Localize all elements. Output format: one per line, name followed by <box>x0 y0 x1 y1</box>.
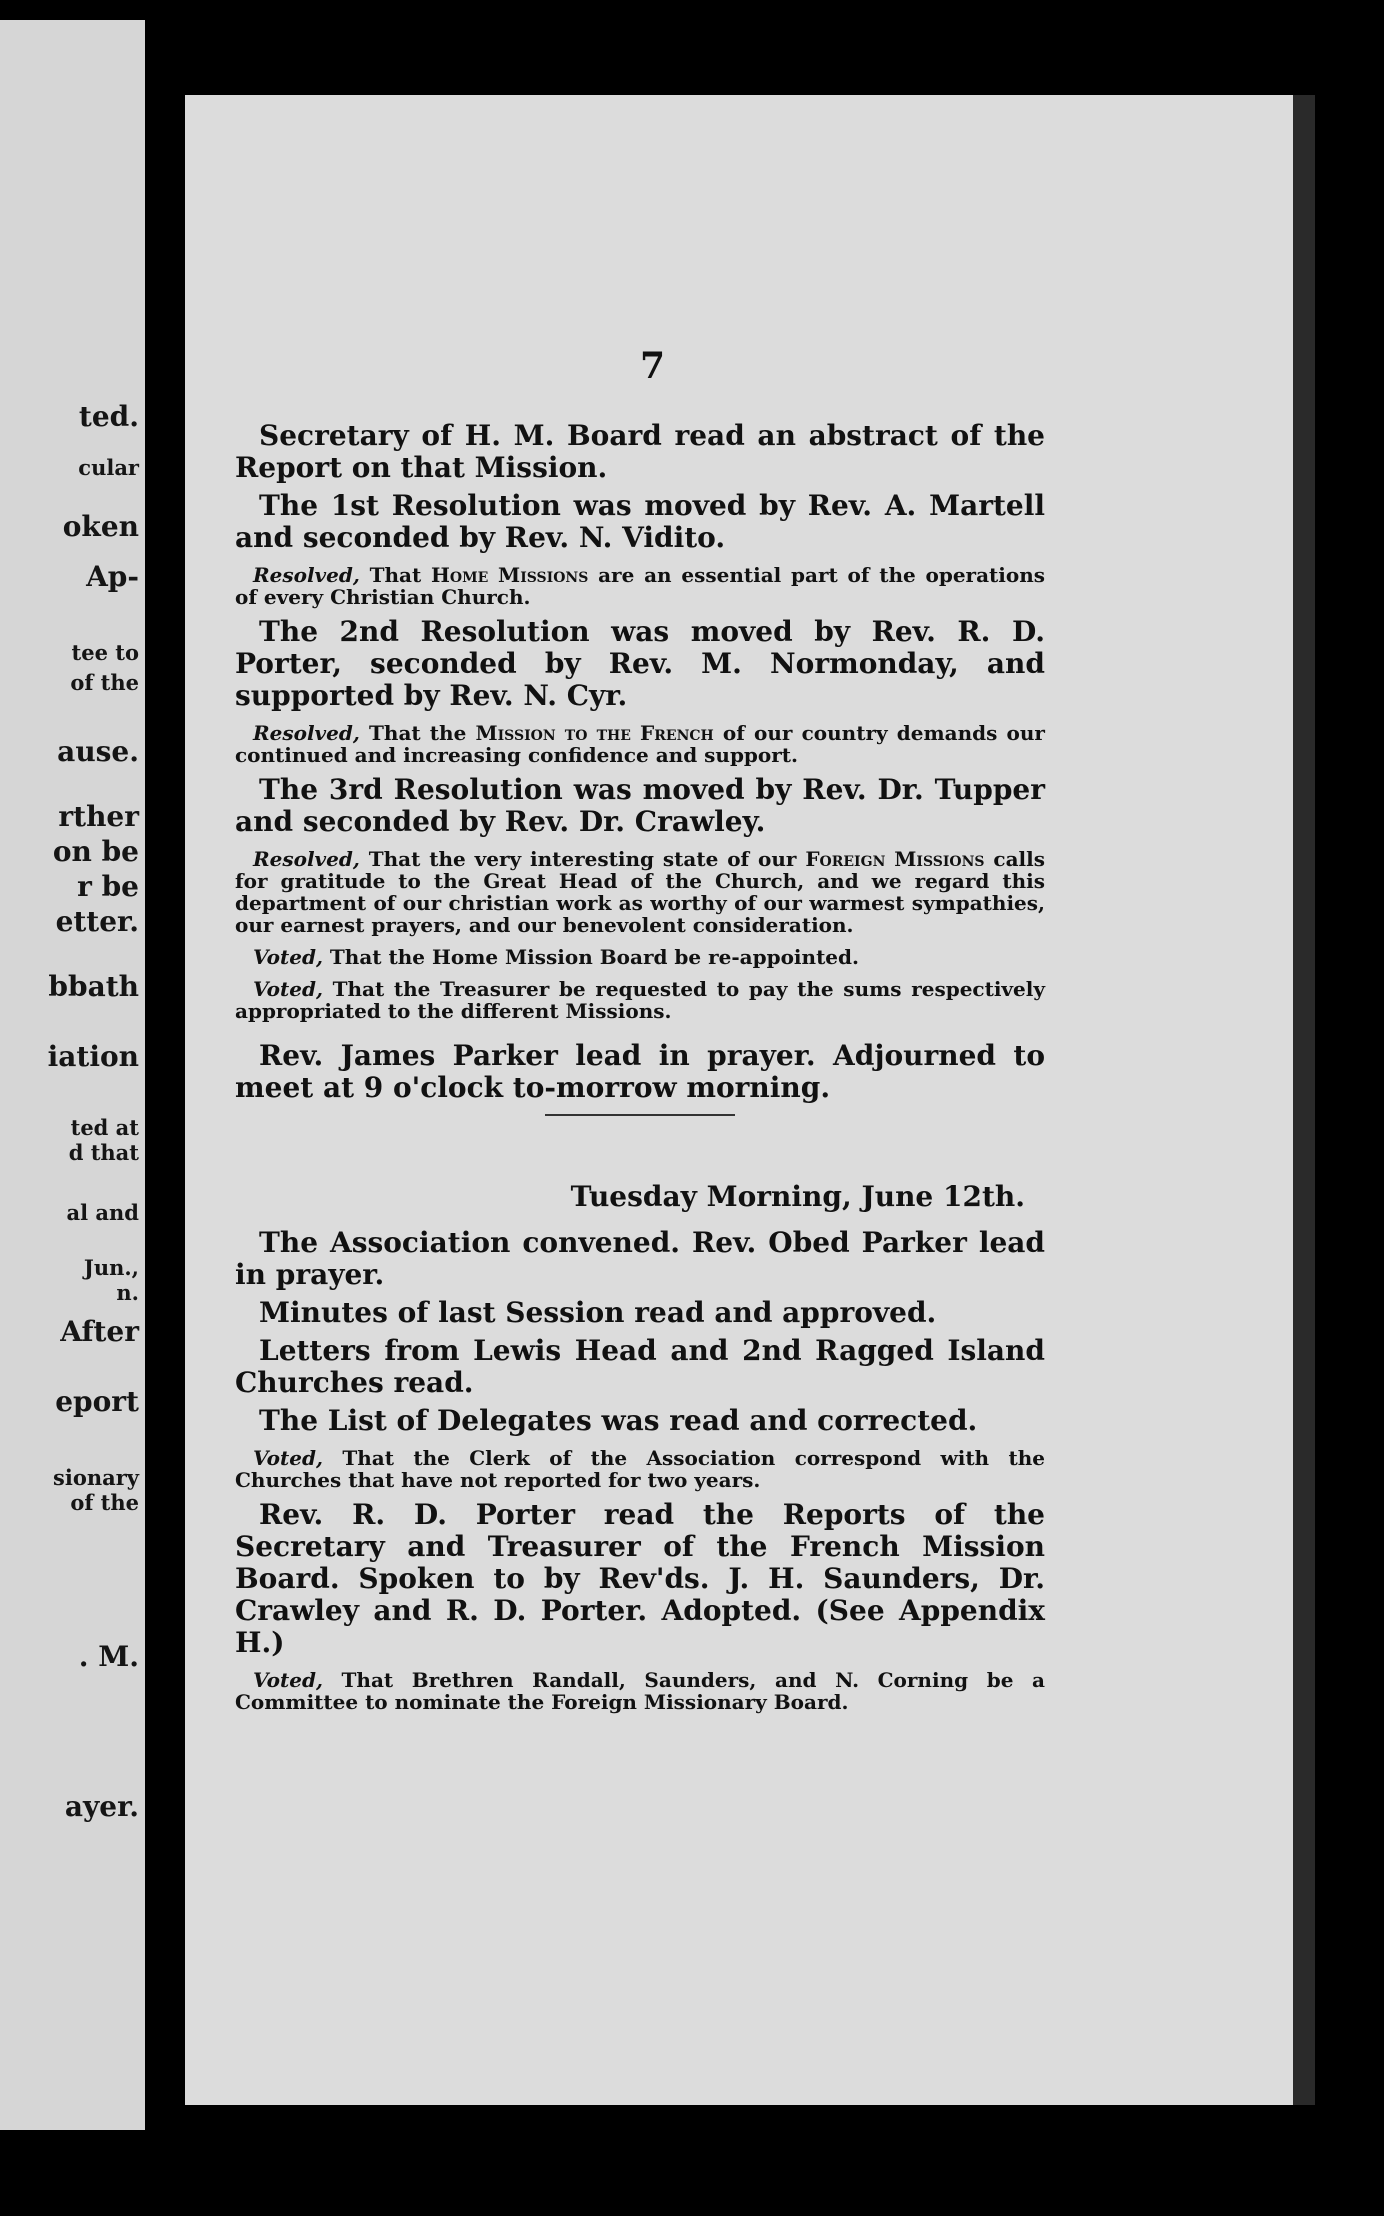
adjacent-page-text-fragment: ause. <box>57 735 139 768</box>
resolution-text: That the very interesting state of our <box>368 847 797 871</box>
voted-label: Voted, <box>253 1668 323 1692</box>
adjacent-page-text-fragment: n. <box>116 1280 139 1305</box>
adjacent-page-text-fragment: on be <box>52 835 139 868</box>
book-gutter <box>145 0 185 2216</box>
vote-text: That the Home Mission Board be re-appointed. <box>329 945 859 969</box>
paragraph-french-mission-report: Rev. R. D. Porter read the Reports of the Secretary and Treasurer of the French Mission Board. Spoken to by Rev'ds. J. H. Saunders, Dr. Crawley and R. D. Porter. Adopted. (See Appendix H.) <box>235 1498 1045 1659</box>
page-body <box>235 420 1045 1721</box>
adjacent-page-text-fragment: oken <box>62 510 139 543</box>
resolved-label: Resolved, <box>253 563 360 587</box>
vote-clerk <box>235 1447 1045 1491</box>
vote-text: That Brethren Randall, Saunders, and N. Corning be a Committee to nominate the Foreign Missionary Board. <box>235 1668 1045 1714</box>
resolution-text: That <box>369 563 422 587</box>
adjacent-page-text-fragment: ted at <box>70 1115 139 1140</box>
resolution-subject: Mission to the French <box>475 721 714 745</box>
resolution-foreign-missions <box>235 848 1045 936</box>
paragraph-convened: The Association convened. Rev. Obed Parker lead in prayer. <box>235 1226 1045 1291</box>
adjacent-page-text-fragment: r be <box>77 870 139 903</box>
adjacent-page-text-fragment: Ap- <box>86 560 139 593</box>
adjacent-page-text-fragment: sionary <box>53 1465 139 1490</box>
resolution-text: calls for gratitude to the Great Head of the Church, and we regard this department of our christian work as worthy of our warmest sympathies, our earnest prayers, and our benevolent consideration. <box>235 847 1045 937</box>
resolution-french-mission <box>235 722 1045 766</box>
adjacent-page-text-fragment: ayer. <box>64 1790 139 1823</box>
page-number: 7 <box>640 345 666 387</box>
resolution-subject: Home Missions <box>431 563 589 587</box>
adjacent-page-text-fragment: of the <box>70 1490 139 1515</box>
voted-label: Voted, <box>253 945 323 969</box>
vote-committee <box>235 1669 1045 1713</box>
resolved-label: Resolved, <box>253 847 360 871</box>
adjacent-page-fragment <box>0 20 145 2130</box>
paragraph-delegates: The List of Delegates was read and corrected. <box>259 1404 978 1437</box>
vote-home-mission-board <box>235 946 1045 968</box>
resolution-subject: Foreign Missions <box>805 847 985 871</box>
adjacent-page-text-fragment: eport <box>55 1385 139 1418</box>
adjacent-page-text-fragment: tee to <box>71 640 139 665</box>
vote-treasurer <box>235 978 1045 1022</box>
paragraph-adjournment: Rev. James Parker lead in prayer. Adjourned to meet at 9 o'clock to-morrow morning. <box>235 1039 1045 1104</box>
adjacent-page-text-fragment: ted. <box>78 400 139 433</box>
adjacent-page-text-fragment: etter. <box>55 905 139 938</box>
adjacent-page-text-fragment: of the <box>70 670 139 695</box>
document-page <box>185 95 1315 2105</box>
paragraph-third-resolution: The 3rd Resolution was moved by Rev. Dr. Tupper and seconded by Rev. Dr. Crawley. <box>235 773 1045 838</box>
resolution-text: of our country demands our continued and increasing confidence and support. <box>235 721 1045 767</box>
paragraph-letters: Letters from Lewis Head and 2nd Ragged Island Churches read. <box>235 1334 1045 1399</box>
resolution-home-missions <box>235 564 1045 608</box>
voted-label: Voted, <box>253 1446 323 1470</box>
paragraph-second-resolution: The 2nd Resolution was moved by Rev. R. D. Porter, seconded by Rev. M. Normonday, and supported by Rev. N. Cyr. <box>235 615 1045 712</box>
adjacent-page-text-fragment: iation <box>47 1040 139 1073</box>
adjacent-page-text-fragment: cular <box>78 455 139 480</box>
paragraph-report-abstract: Secretary of H. M. Board read an abstract of the Report on that Mission. <box>235 419 1045 484</box>
vote-text: That the Clerk of the Association correspond with the Churches that have not reported for two years. <box>235 1446 1045 1492</box>
adjacent-page-text-fragment: al and <box>66 1200 139 1225</box>
resolution-text: That the <box>369 721 467 745</box>
session-heading: Tuesday Morning, June 12th. <box>570 1180 1025 1213</box>
vote-text: That the Treasurer be requested to pay the sums respectively appropriated to the different Missions. <box>235 977 1045 1023</box>
paragraph-first-resolution: The 1st Resolution was moved by Rev. A. Martell and seconded by Rev. N. Vidito. <box>235 489 1045 554</box>
adjacent-page-text-fragment: . M. <box>78 1640 139 1673</box>
resolution-text: are an essential part of the operations of every Christian Church. <box>235 563 1046 609</box>
section-divider <box>545 1114 735 1116</box>
paragraph-minutes: Minutes of last Session read and approved. <box>259 1296 937 1329</box>
adjacent-page-text-fragment: d that <box>68 1140 139 1165</box>
voted-label: Voted, <box>253 977 323 1001</box>
resolved-label: Resolved, <box>253 721 360 745</box>
adjacent-page-text-fragment: Jun., <box>83 1255 139 1280</box>
adjacent-page-text-fragment: bbath <box>48 970 139 1003</box>
adjacent-page-text-fragment: rther <box>58 800 139 833</box>
adjacent-page-text-fragment: After <box>60 1315 139 1348</box>
